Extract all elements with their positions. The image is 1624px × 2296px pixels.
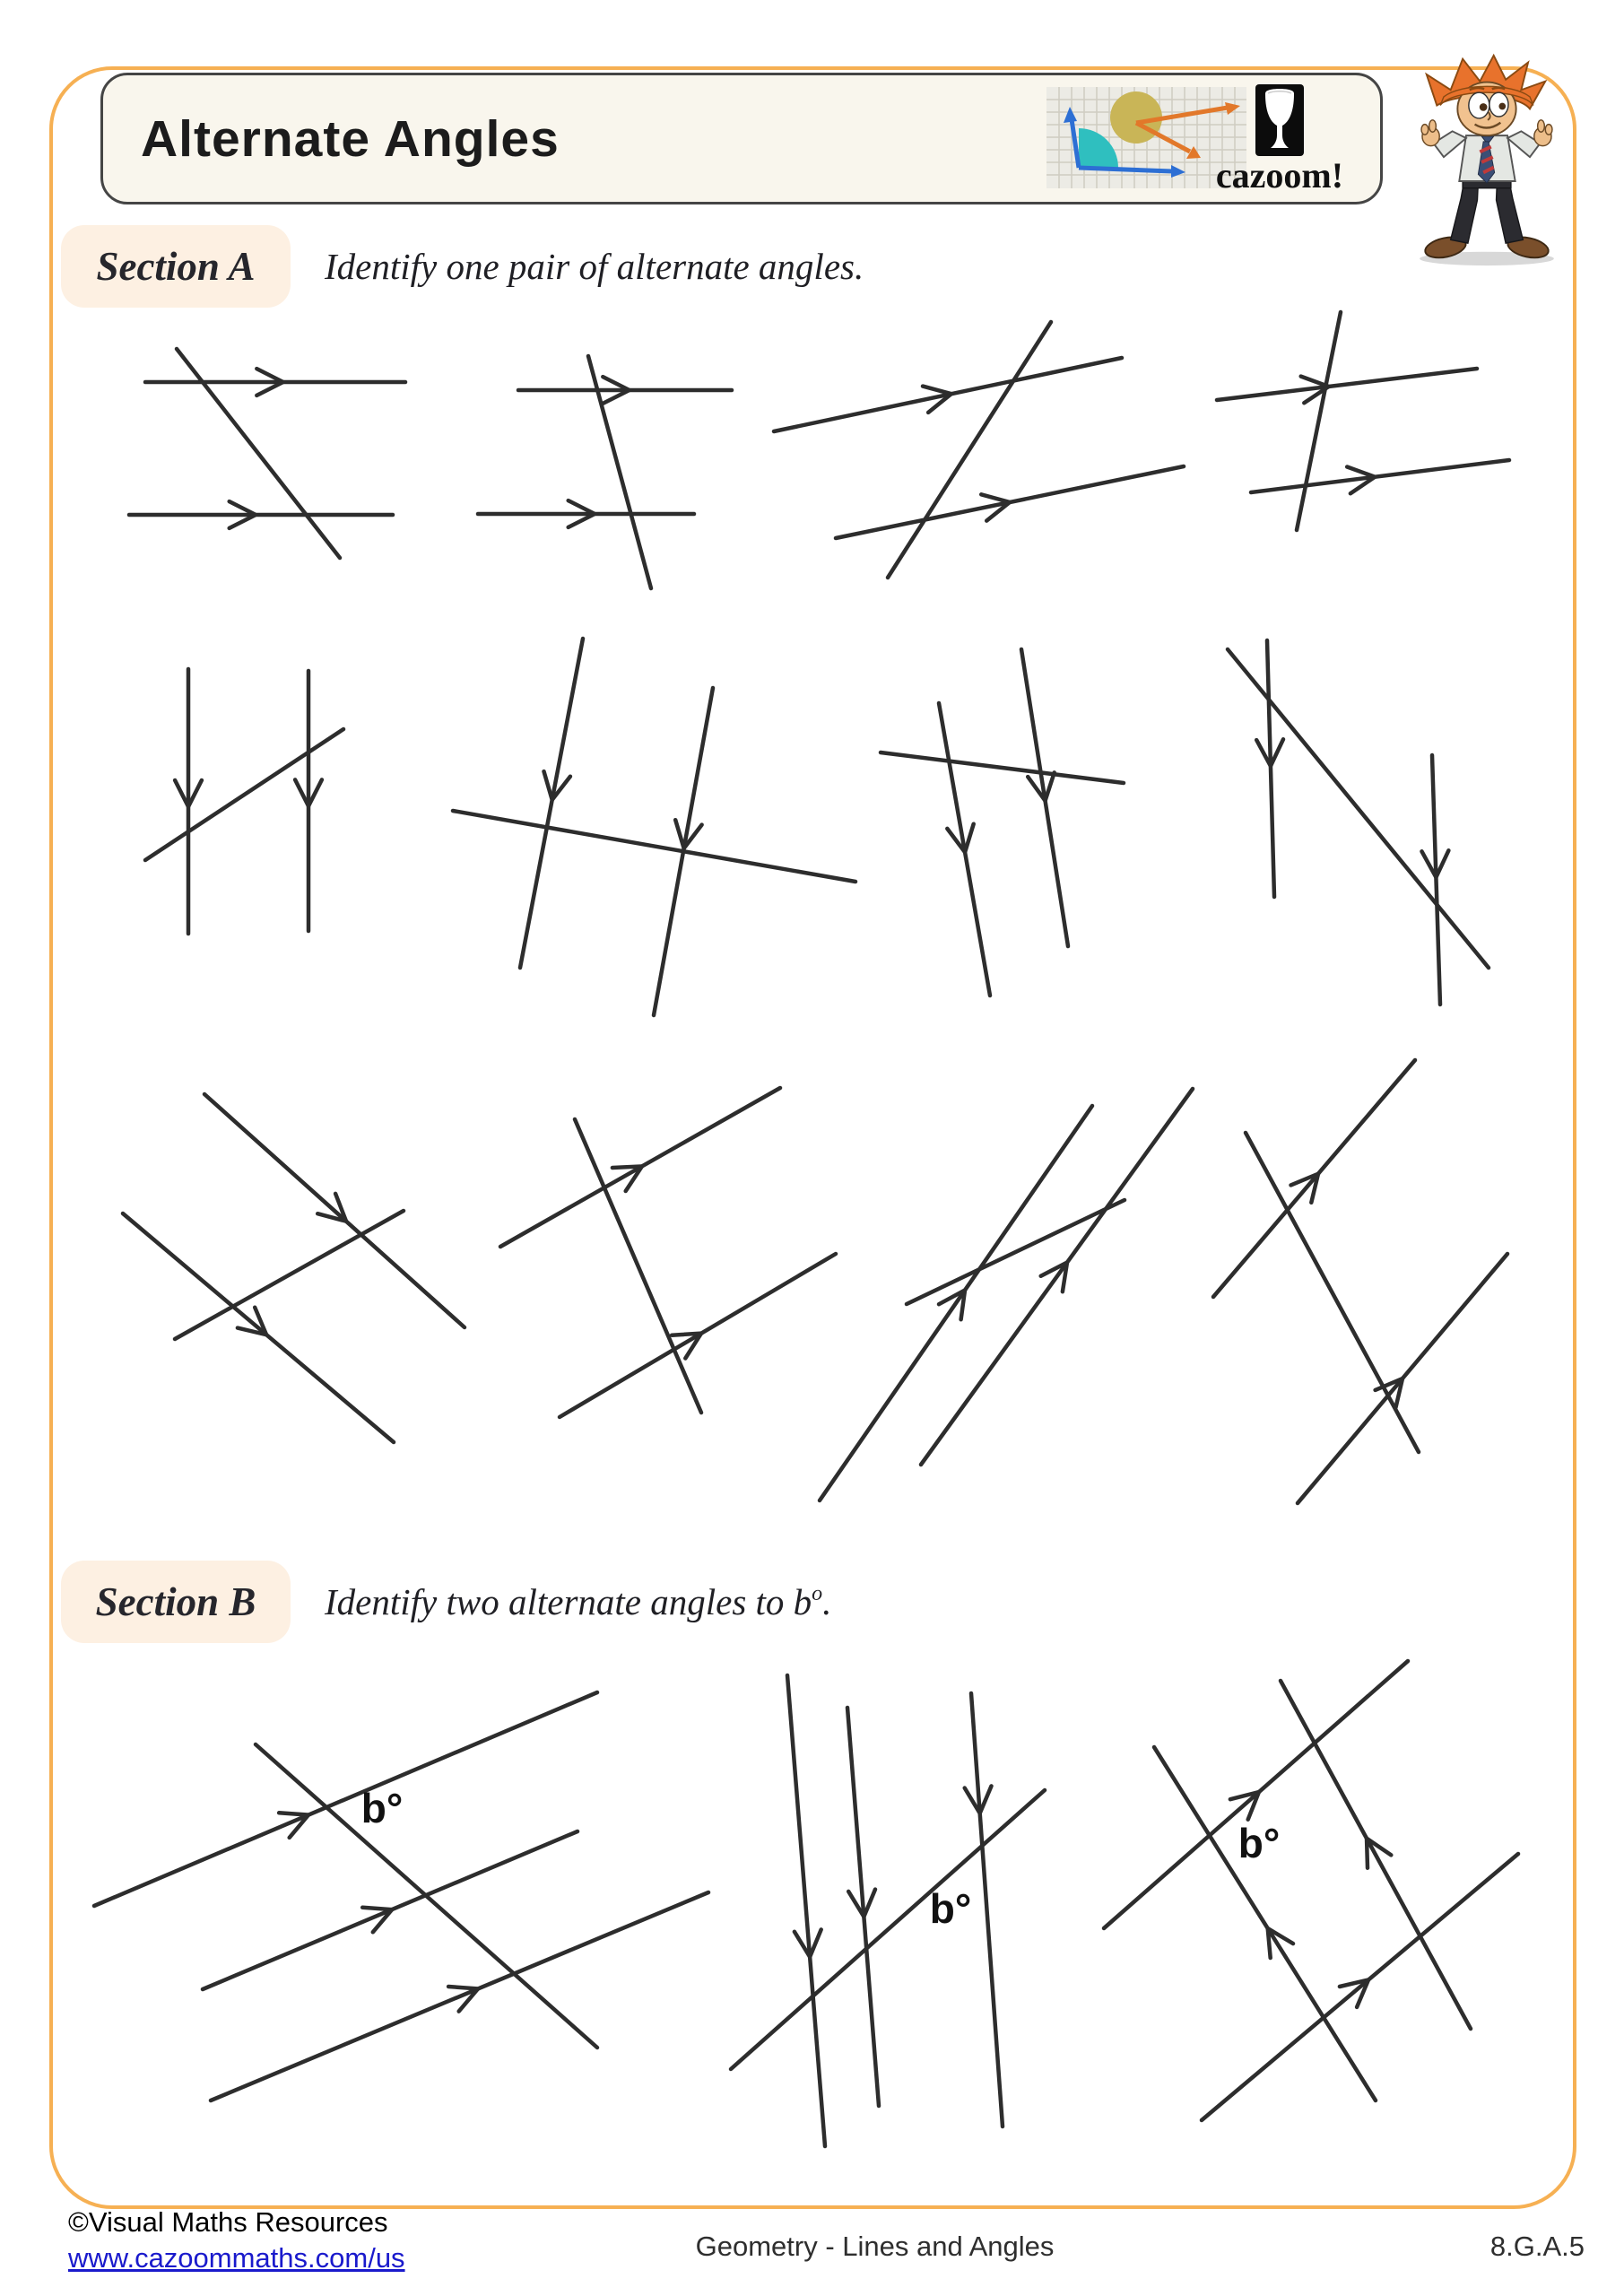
section-b-label: Section B (61, 1561, 291, 1643)
angle-diagram-a8 (1228, 640, 1489, 1004)
angle-label-b: b° (929, 1885, 972, 1933)
angle-diagram-b2 (731, 1675, 1045, 2146)
angle-diagram-a11 (820, 1089, 1193, 1500)
angle-diagram-a9 (123, 1094, 465, 1442)
instruction-b-superscript: o (812, 1581, 823, 1605)
brand-name: cazoom! (1215, 155, 1344, 196)
angle-diagram-a10 (500, 1088, 836, 1417)
angle-diagram-a2 (478, 356, 732, 588)
angle-diagram-a7 (881, 649, 1124, 996)
instruction-b-period: . (822, 1581, 832, 1622)
standard-code: 8.G.A.5 (1489, 2231, 1585, 2262)
angle-diagram-a6 (453, 639, 855, 1015)
angle-diagram-a5 (145, 669, 343, 934)
parallel-mark-arrow (1268, 1928, 1293, 1958)
copyright-text: ©Visual Maths Resources (68, 2206, 388, 2238)
page-title: Alternate Angles (141, 109, 560, 168)
parallel-mark-arrow (939, 1290, 965, 1319)
angle-label-b: b° (1238, 1820, 1281, 1867)
section-a-label: Section A (61, 225, 291, 308)
footer-topic: Geometry - Lines and Angles (695, 2231, 1055, 2262)
angle-diagram-a1 (129, 349, 405, 558)
angle-label-b: b° (360, 1785, 404, 1832)
angle-diagram-b3 (1104, 1661, 1518, 2120)
angle-diagram-a4 (1217, 312, 1509, 530)
angle-diagram-a12 (1213, 1060, 1507, 1503)
instruction-b-text: Identify two alternate angles to b (325, 1581, 812, 1622)
section-a-instruction: Identify one pair of alternate angles. (325, 246, 864, 287)
angle-diagram-a3 (774, 322, 1184, 578)
angle-diagram-b1 (94, 1692, 708, 2100)
website-link[interactable]: www.cazoommaths.com/us (68, 2242, 405, 2274)
